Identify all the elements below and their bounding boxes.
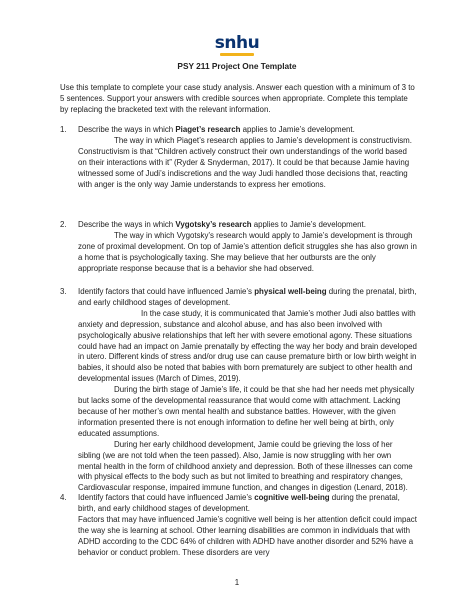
- prompt-text: Identify factors that could have influenced Jamie’s: [78, 287, 255, 296]
- question-3: [60, 287, 417, 494]
- logo-wordmark: snhu: [214, 33, 260, 53]
- header-logo-area: [0, 34, 474, 56]
- question-prompt: [78, 125, 417, 136]
- answer-paragraph: [78, 231, 417, 275]
- question-prompt: [78, 220, 417, 231]
- prompt-text: during the prenatal, birth, and early childhood stages of development.: [78, 493, 400, 513]
- answer-paragraph: [78, 385, 417, 440]
- prompt-text: Describe the ways in which: [78, 220, 176, 229]
- question-number: 3.: [60, 287, 67, 296]
- prompt-text: during the prenatal, birth, and early childhood stages of development.: [78, 287, 417, 307]
- prompt-text: applies to Jamie’s development.: [240, 125, 355, 134]
- prompt-text: Identify factors that could have influenced Jamie’s: [78, 493, 255, 502]
- answer-paragraph: [78, 136, 417, 191]
- answer-text: The way in which Piaget’s research applies to Jamie’s development is constructivism. Constructivism is that “Children actively construct their own understandings of the world based on their interactions with it” (Ryder & Snyderman, 2017). It could be that because Jamie having witnessed some of Judi’s indiscretions and the way Judi handled those decisions that, reacting with anger is the only way Jamie understands to express her emotions.: [78, 135, 412, 189]
- prompt-keyword: Vygotsky’s research: [175, 220, 252, 229]
- answer-paragraph: [78, 309, 417, 385]
- prompt-keyword: physical well-being: [254, 287, 327, 296]
- answer-text: In the case study, it is communicated that Jamie’s mother Judi also battles with anxiety and depression, substance and alcohol abuse, and has also been involved with psychologically abusive relationships that left her with severe emotional agony. These situations could have had an impact on Jamie prenatally by effecting the way her body and brain developed in utero. Different kinds of stress and/or drug use can cause premature birth or low birth weight in babies, it should also be noted that babies with born prematurely are subject to other health and developmental issues (March of Dimes, 2019).: [78, 308, 417, 384]
- intro-paragraph: Use this template to complete your case study analysis. Answer each question with a minimum of 3 to 5 sentences. Support your answers with credible sources when appropriate. Complete this template by replacing the bracketed text with the relevant information.: [60, 83, 415, 114]
- answer-text: Factors that may have influenced Jamie’s cognitive well being is her attention deficit could impact the way she is learning at school. Other learning disabilities are common in individuals that with ADHD according to the CDC 64% of children with ADHD have another disorder and 52% have a behavior or conduct problem. These disorders are very: [78, 514, 417, 557]
- snhu-logo: [215, 34, 259, 56]
- prompt-keyword: Piaget’s research: [175, 125, 241, 134]
- answer-text: The way in which Vygotsky’s research would apply to Jamie’s development is through zone of proximal development. On top of Jamie’s attention deficit struggles she has also grown in a home that is psychologically taxing. She may believe that her outbursts are the only appropriate response because that is a behavior she had observed.: [78, 230, 417, 273]
- question-2: [60, 220, 417, 275]
- question-4: [60, 493, 417, 558]
- logo-underline-bar: [220, 53, 254, 56]
- question-number: 1.: [60, 125, 67, 134]
- answer-text: During the birth stage of Jamie’s life, it could be that she had her needs met physically but lacks some of the developmental reassurance that would come with attachment. Lacking because of her mother’s own mental health and substance battles. However, with the given information presented there is not enough information to define her well being at birth, only educated assumptions.: [78, 385, 415, 438]
- question-number: 4.: [60, 493, 67, 502]
- answer-paragraph: [78, 515, 417, 559]
- answer-text: During her early childhood development, Jamie could be grieving the loss of her sibling (we are not told when the teen passed). Also, Jamie is now struggling with her own mental health in the form of childhood anxiety and depression. Both of these illnesses can come with physical effects to the body such as but not limited to breathing and respiratory changes, Cardiovascular response, impaired immune function, and changes in digestion (Lenard, 2018).: [78, 439, 413, 493]
- question-number: 2.: [60, 220, 67, 229]
- question-prompt: [78, 493, 417, 515]
- answer-paragraph: [78, 440, 417, 495]
- prompt-keyword: cognitive well-being: [254, 493, 330, 502]
- document-title: PSY 211 Project One Template: [177, 61, 297, 71]
- question-1: [60, 125, 417, 190]
- question-prompt: [78, 287, 417, 309]
- prompt-text: Describe the ways in which: [78, 125, 176, 134]
- prompt-text: applies to Jamie’s development.: [251, 220, 366, 229]
- page-number: 1: [234, 578, 240, 587]
